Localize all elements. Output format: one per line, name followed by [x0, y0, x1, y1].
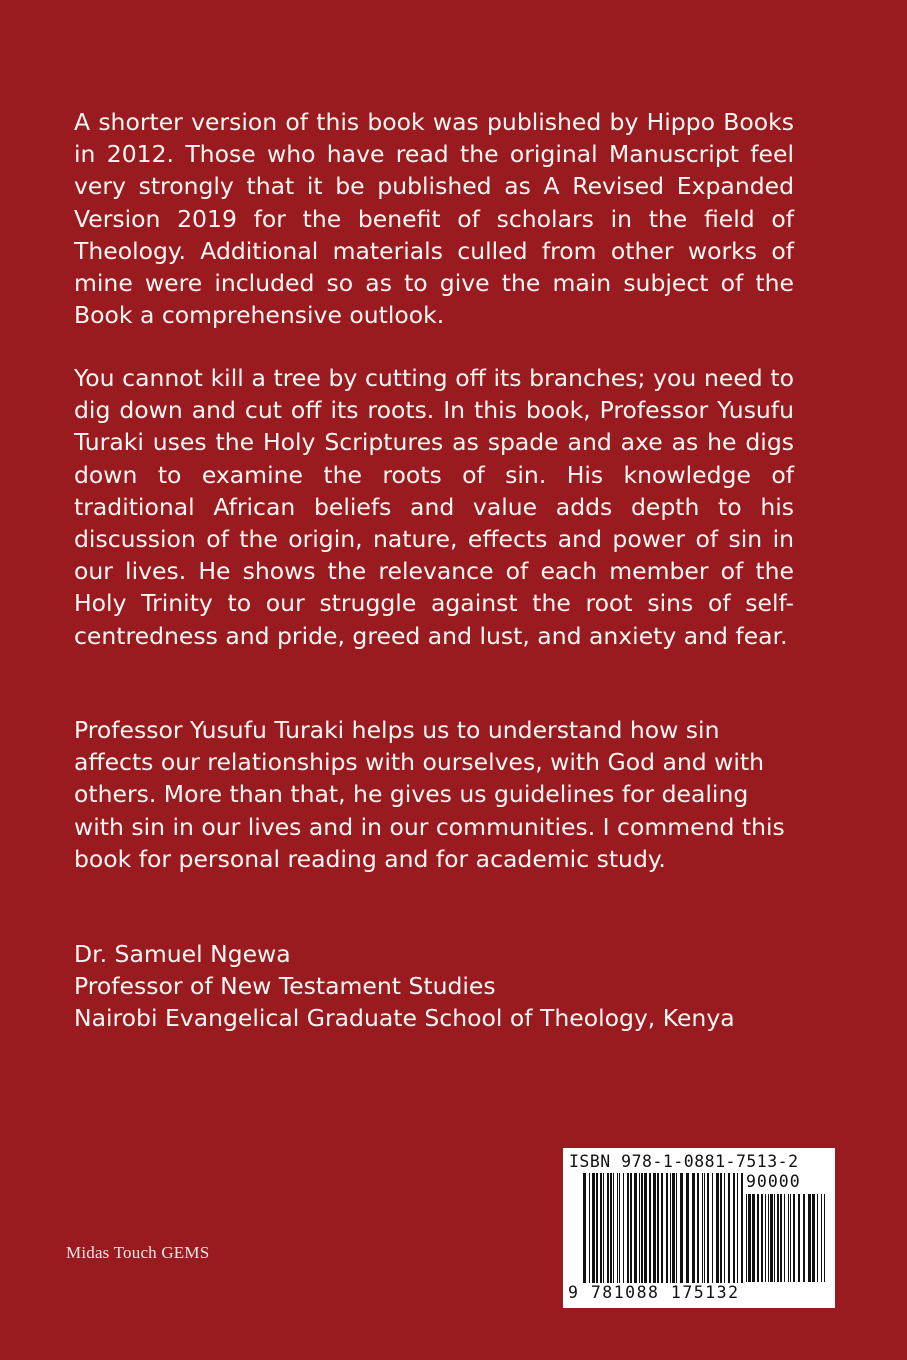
- blurb-paragraph-3: Professor Yusufu Turaki helps us to understand how sin affects our relationships with ourselves, with God and with others. More than that, he gives us guidelines for dealing with sin in our lives and in our communities. I commend this book for personal reading and for academic study.: [74, 716, 785, 873]
- blurb-paragraph-1: A shorter version of this book was published by Hippo Books in 2012. Those who have read the original Manuscript feel very strongly that it be published as A Revised Expanded Version 2019 for the benefit of scholars in the field of Theology. Additional materials culled from other works of mine were included so as to give the main subject of the Book a comprehensive outlook.: [74, 108, 794, 330]
- publisher-name: Midas Touch GEMS: [66, 1243, 210, 1262]
- isbn-barcode: [563, 1148, 835, 1308]
- endorser-institution: Nairobi Evangelical Graduate School of Theology, Kenya: [74, 1004, 735, 1033]
- barcode-number: 9 781088 175132: [568, 1283, 740, 1302]
- endorsement-signature: [74, 938, 794, 1035]
- endorser-name: Dr. Samuel Ngewa: [74, 940, 291, 968]
- barcode-bars: [583, 1173, 743, 1283]
- isbn-label: ISBN 978-1-0881-7513-2: [569, 1152, 799, 1171]
- endorser-title: Professor of New Testament Studies: [74, 972, 496, 1001]
- addon-barcode-bars: [746, 1194, 826, 1282]
- price-code: 90000: [746, 1172, 801, 1191]
- blurb-paragraph-2: You cannot kill a tree by cutting off its branches; you need to dig down and cut off its roots. In this book, Professor Yusufu Turaki uses the Holy Scriptures as spade and axe as he digs down to examine the roots of sin. His knowledge of traditional African beliefs and value adds depth to his discussion of the origin, nature, effects and power of sin in our lives. He shows the relevance of each member of the Holy Trinity to our struggle against the root sins of self-centredness and pride, greed and lust, and anxiety and fear.: [74, 364, 794, 650]
